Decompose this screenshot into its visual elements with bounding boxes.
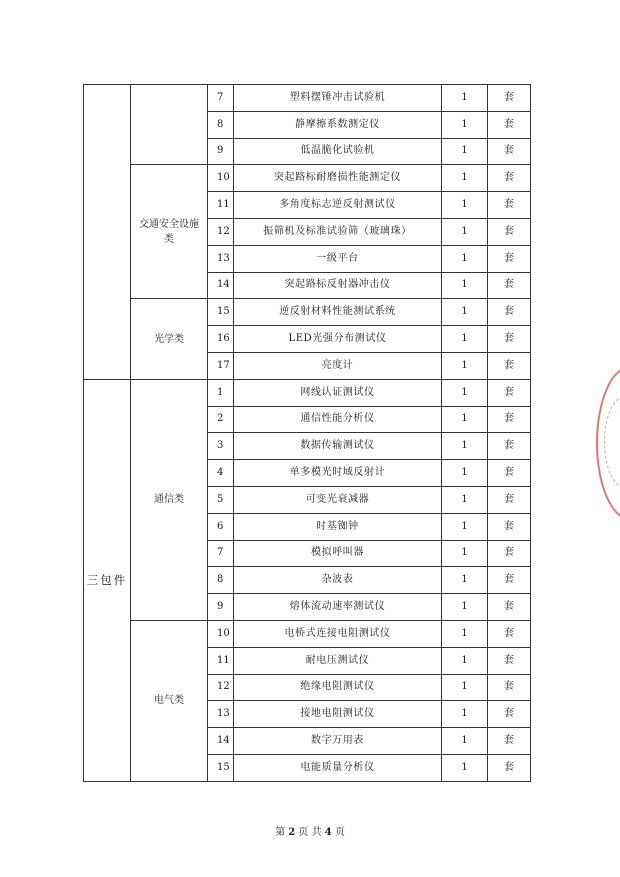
item-unit: 套 — [488, 218, 531, 245]
item-quantity: 1 — [442, 460, 488, 487]
category-cell: 交通安全设施类 — [131, 165, 208, 299]
item-name: 塑料摆锤冲击试验机 — [234, 85, 442, 112]
item-unit: 套 — [488, 754, 531, 781]
item-quantity: 1 — [442, 352, 488, 379]
item-number: 15 — [208, 299, 234, 326]
item-name: 时基铷钟 — [234, 513, 442, 540]
table-row — [84, 165, 531, 192]
item-number: 13 — [208, 701, 234, 728]
item-name: 振筛机及标准试验筛（玻璃珠） — [234, 218, 442, 245]
item-name: 数据传输测试仪 — [234, 433, 442, 460]
item-unit: 套 — [488, 138, 531, 165]
item-name: 电桥式连接电阻测试仪 — [234, 620, 442, 647]
item-number: 14 — [208, 728, 234, 755]
item-unit: 套 — [488, 701, 531, 728]
item-unit: 套 — [488, 460, 531, 487]
item-unit: 套 — [488, 111, 531, 138]
item-unit: 套 — [488, 594, 531, 621]
item-name: 亮度计 — [234, 352, 442, 379]
item-unit: 套 — [488, 620, 531, 647]
item-name: 绝缘电阻测试仪 — [234, 674, 442, 701]
item-quantity: 1 — [442, 728, 488, 755]
item-quantity: 1 — [442, 192, 488, 219]
item-quantity: 1 — [442, 299, 488, 326]
item-unit: 套 — [488, 567, 531, 594]
item-name: 突起路标反射器冲击仪 — [234, 272, 442, 299]
page-footer — [0, 823, 620, 838]
item-name: 模拟呼叫器 — [234, 540, 442, 567]
item-unit: 套 — [488, 513, 531, 540]
item-quantity: 1 — [442, 513, 488, 540]
item-name: 网线认证测试仪 — [234, 379, 442, 406]
category-cell: 通信类 — [131, 379, 208, 620]
package-cell — [84, 85, 131, 380]
item-quantity: 1 — [442, 701, 488, 728]
item-quantity: 1 — [442, 486, 488, 513]
item-unit: 套 — [488, 85, 531, 112]
footer-middle: 页 共 — [298, 827, 322, 838]
item-quantity: 1 — [442, 567, 488, 594]
item-number: 14 — [208, 272, 234, 299]
item-quantity: 1 — [442, 85, 488, 112]
table-row — [84, 299, 531, 326]
item-number: 12 — [208, 674, 234, 701]
item-unit: 套 — [488, 674, 531, 701]
item-unit: 套 — [488, 352, 531, 379]
item-unit: 套 — [488, 165, 531, 192]
item-name: 通信性能分析仪 — [234, 406, 442, 433]
item-number: 7 — [208, 540, 234, 567]
footer-page-number: 2 — [288, 827, 296, 838]
category-cell — [131, 85, 208, 165]
item-number: 13 — [208, 245, 234, 272]
item-quantity: 1 — [442, 379, 488, 406]
item-quantity: 1 — [442, 540, 488, 567]
item-number: 8 — [208, 111, 234, 138]
item-name: LED光强分布测试仪 — [234, 326, 442, 353]
item-name: 低温脆化试验机 — [234, 138, 442, 165]
item-unit: 套 — [488, 728, 531, 755]
item-name: 电能质量分析仪 — [234, 754, 442, 781]
item-unit: 套 — [488, 326, 531, 353]
item-number: 17 — [208, 352, 234, 379]
item-quantity: 1 — [442, 433, 488, 460]
table-row — [84, 379, 531, 406]
item-name: 耐电压测试仪 — [234, 647, 442, 674]
item-quantity: 1 — [442, 272, 488, 299]
item-name: 单多模光时域反射计 — [234, 460, 442, 487]
item-quantity: 1 — [442, 218, 488, 245]
item-unit: 套 — [488, 540, 531, 567]
item-number: 9 — [208, 594, 234, 621]
package-cell: 三包件 — [84, 379, 131, 781]
item-unit: 套 — [488, 299, 531, 326]
equipment-table — [83, 84, 531, 782]
item-quantity: 1 — [442, 326, 488, 353]
item-unit: 套 — [488, 486, 531, 513]
item-number: 16 — [208, 326, 234, 353]
item-number: 1 — [208, 379, 234, 406]
item-quantity: 1 — [442, 406, 488, 433]
footer-prefix: 第 — [275, 827, 286, 838]
item-name: 逆反射材料性能测试系统 — [234, 299, 442, 326]
category-cell: 电气类 — [131, 620, 208, 781]
item-quantity: 1 — [442, 647, 488, 674]
item-number: 11 — [208, 647, 234, 674]
item-number: 10 — [208, 165, 234, 192]
item-number: 4 — [208, 460, 234, 487]
item-quantity: 1 — [442, 674, 488, 701]
item-unit: 套 — [488, 272, 531, 299]
item-name: 多角度标志逆反射测试仪 — [234, 192, 442, 219]
item-number: 9 — [208, 138, 234, 165]
item-unit: 套 — [488, 406, 531, 433]
item-number: 2 — [208, 406, 234, 433]
item-name: 可变光衰减器 — [234, 486, 442, 513]
item-number: 6 — [208, 513, 234, 540]
item-quantity: 1 — [442, 138, 488, 165]
item-name: 杂波表 — [234, 567, 442, 594]
item-name: 数字万用表 — [234, 728, 442, 755]
item-quantity: 1 — [442, 111, 488, 138]
category-cell: 光学类 — [131, 299, 208, 379]
table-row — [84, 85, 531, 112]
item-name: 接地电阻测试仪 — [234, 701, 442, 728]
item-number: 11 — [208, 192, 234, 219]
item-number: 10 — [208, 620, 234, 647]
item-quantity: 1 — [442, 165, 488, 192]
table-row — [84, 620, 531, 647]
item-number: 12 — [208, 218, 234, 245]
item-number: 8 — [208, 567, 234, 594]
item-name: 静摩擦系数测定仪 — [234, 111, 442, 138]
item-quantity: 1 — [442, 754, 488, 781]
item-quantity: 1 — [442, 620, 488, 647]
item-number: 5 — [208, 486, 234, 513]
item-unit: 套 — [488, 379, 531, 406]
item-unit: 套 — [488, 245, 531, 272]
item-quantity: 1 — [442, 594, 488, 621]
item-quantity: 1 — [442, 245, 488, 272]
footer-total-pages: 4 — [324, 827, 332, 838]
item-number: 3 — [208, 433, 234, 460]
item-name: 突起路标耐磨损性能测定仪 — [234, 165, 442, 192]
item-number: 15 — [208, 754, 234, 781]
item-unit: 套 — [488, 647, 531, 674]
item-name: 熔体流动速率测试仪 — [234, 594, 442, 621]
footer-suffix: 页 — [334, 827, 345, 838]
item-name: 一级平台 — [234, 245, 442, 272]
item-unit: 套 — [488, 192, 531, 219]
item-number: 7 — [208, 85, 234, 112]
item-unit: 套 — [488, 433, 531, 460]
